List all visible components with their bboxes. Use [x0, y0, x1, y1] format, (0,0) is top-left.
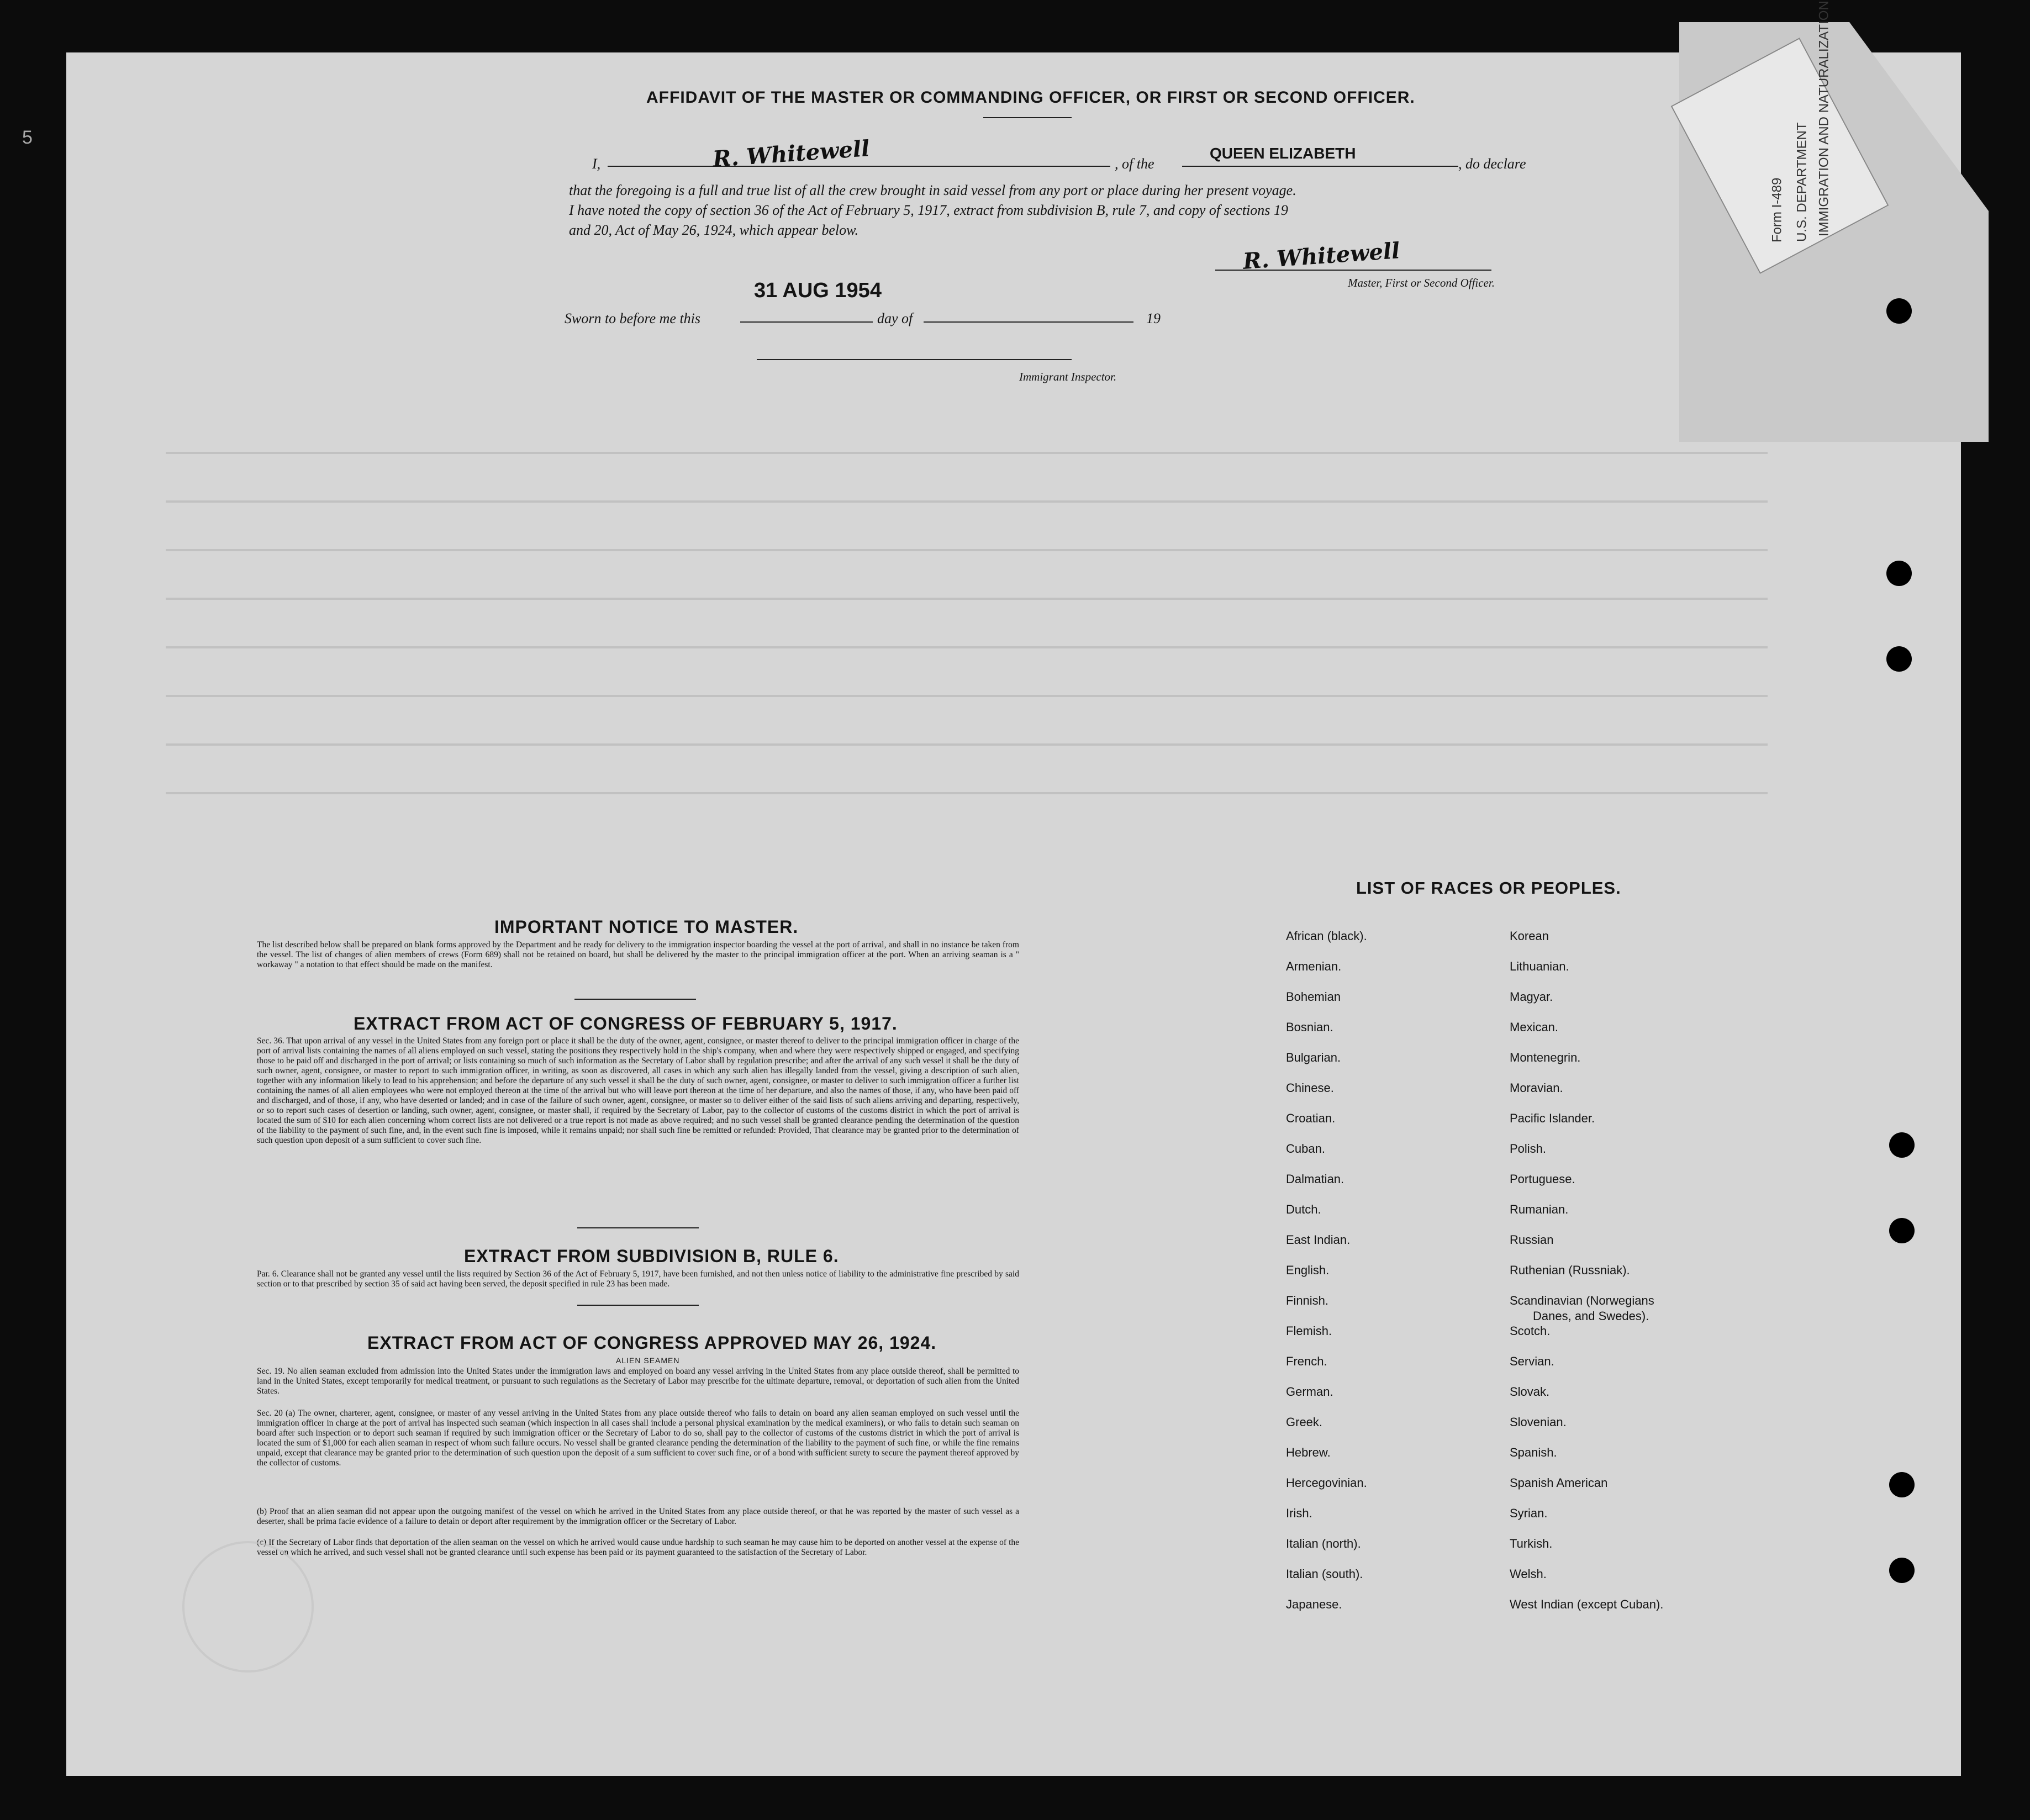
- race-item: French.: [1286, 1354, 1327, 1368]
- race-item: Croatian.: [1286, 1111, 1336, 1125]
- race-item: Portuguese.: [1510, 1172, 1575, 1186]
- race-item: Pacific Islander.: [1510, 1111, 1595, 1125]
- race-item: Korean: [1510, 929, 1549, 943]
- race-item: Ruthenian (Russniak).: [1510, 1263, 1630, 1277]
- race-item: African (black).: [1286, 929, 1367, 943]
- extract-1917-text: Sec. 36. That upon arrival of any vessel in the United States from any foreign port or place it shall be the duty of the owner, agent, consignee, or master thereof to deliver to the principal immigration officer in charge of the port of arrival lists containing the names of all aliens employed on such vessel, stating the positions they respectively hold in the ship's company, when and where they were respectively shipped or engaged, and specifying those to be paid off and discharged in the port of arrival; or lists containing so much of such information as the Secretary of Labor shall by regulation prescribe; and after the arrival of any such vessel it shall be the duty of such owner, agent, consignee, or master to report to such immigration officer, in writing, as soon as discovered, all cases in which any such alien has illegally landed from the vessel, giving a description of such alien, together with any information likely to lead to his apprehension; and before the departure of any such vessel it shall be the duty of such owner, agent, consignee, or master to deliver to such immigration officer a further list containing the names of all alien employees who were not employed thereon at the time of the arrival but who will leave port thereon at the time of her departure, and also the names of those, if any, who have been paid off and discharged, and of those, if any, who have deserted or landed; and in case of the failure of such owner, agent, consignee, or master so to deliver either of the said lists of such aliens arriving and departing, respectively, or so to report such cases of desertion or landing, such owner, agent, consignee, or master shall, if required by the Secretary of Labor, pay to the collector of customs of the customs district in which the port of arrival is located the sum of $10 for each alien concerning whom correct lists are not delivered or a true report is not made as above required; and no such vessel shall be granted clearance pending the determination of the question of the liability to the payment of such fine, and, in the event such fine is imposed, while it remains unpaid; nor shall such fine be remitted or refunded: Provided, That clearance may be granted prior to the determination of such question upon deposit of a sum sufficient to cover such fine.: [257, 1036, 1019, 1145]
- race-item: Italian (south).: [1286, 1567, 1363, 1581]
- divider: [574, 999, 696, 1000]
- race-item: East Indian.: [1286, 1233, 1351, 1247]
- affidavit-i-label: I,: [592, 156, 601, 172]
- race-item: Magyar.: [1510, 990, 1553, 1004]
- stamp-line1: Form I-489: [1769, 177, 1785, 243]
- race-item: Irish.: [1286, 1506, 1312, 1520]
- race-item: Spanish American: [1510, 1476, 1608, 1490]
- race-item: Servian.: [1510, 1354, 1554, 1368]
- race-item: Greek.: [1286, 1415, 1323, 1429]
- punch-hole: [1889, 1132, 1915, 1158]
- sworn-month-line: [924, 321, 1133, 323]
- punch-hole: [1886, 298, 1912, 324]
- race-item: Bosnian.: [1286, 1020, 1333, 1034]
- vessel-name: QUEEN ELIZABETH: [1210, 145, 1356, 162]
- race-item: Lithuanian.: [1510, 959, 1569, 973]
- race-item: Bohemian: [1286, 990, 1341, 1004]
- race-item: Scotch.: [1510, 1324, 1551, 1338]
- race-item: Japanese.: [1286, 1597, 1342, 1611]
- race-item: West Indian (except Cuban).: [1510, 1597, 1664, 1611]
- faint-seal: [182, 1541, 314, 1673]
- race-item: Chinese.: [1286, 1081, 1334, 1095]
- notice-text: The list described below shall be prepared on blank forms approved by the Department and be ready for delivery to the immigration inspector boarding the vessel at the port of arrival, and shall in no instance be taken from the vessel. The list of changes of alien members of crews (Form 689) shall not be retained on board, but shall be delivered by the master to the principal immigration officer at the port. When an arriving seaman is a " workaway " a notation to that effect should be made on the manifest.: [257, 940, 1019, 969]
- divider: [577, 1305, 699, 1306]
- sworn-day-line: [740, 321, 873, 323]
- statement-line2: I have noted the copy of section 36 of the Act of February 5, 1917, extract from subdivision B, rule 7, and copy of sections 19: [569, 202, 1288, 218]
- race-item: Rumanian.: [1510, 1202, 1569, 1216]
- do-declare-label: , do declare: [1458, 156, 1526, 172]
- race-item: Dutch.: [1286, 1202, 1321, 1216]
- race-item: Bulgarian.: [1286, 1051, 1341, 1064]
- race-item: Hebrew.: [1286, 1446, 1331, 1459]
- extract-rule6-title: EXTRACT FROM SUBDIVISION B, RULE 6.: [464, 1246, 839, 1266]
- margin-mark: 5: [22, 127, 33, 148]
- day-of-label: day of: [877, 310, 913, 326]
- of-the-label: , of the: [1115, 156, 1154, 172]
- race-item: Montenegrin.: [1510, 1051, 1581, 1064]
- extract-rule6-text: Par. 6. Clearance shall not be granted any vessel until the lists required by Section 36 of the Act of February 5, 1917, have been furnished, and not then unless notice of liability to the administrative fine prescribed by said section or to that prescribed by section 35 of said act having been served, the deposit specified in rule 23 has been made.: [257, 1269, 1019, 1289]
- notice-title: IMPORTANT NOTICE TO MASTER.: [494, 917, 799, 937]
- divider: [577, 1227, 699, 1228]
- affidavit-title: AFFIDAVIT OF THE MASTER OR COMMANDING OFFICER, OR FIRST OR SECOND OFFICER.: [646, 88, 1415, 107]
- divider: [983, 117, 1072, 118]
- year-prefix: 19: [1146, 310, 1161, 326]
- race-item: Slovenian.: [1510, 1415, 1567, 1429]
- race-item: Spanish.: [1510, 1446, 1557, 1459]
- punch-hole: [1889, 1472, 1915, 1497]
- stamp-line2: U.S. DEPARTMENT: [1794, 122, 1810, 242]
- race-item-continuation: Danes, and Swedes).: [1533, 1309, 1649, 1323]
- race-item: Polish.: [1510, 1142, 1547, 1156]
- race-item: Finnish.: [1286, 1294, 1329, 1307]
- race-item: Mexican.: [1510, 1020, 1559, 1034]
- race-item: Italian (north).: [1286, 1537, 1361, 1550]
- race-item: English.: [1286, 1263, 1330, 1277]
- extract-1924-sec20a: Sec. 20 (a) The owner, charterer, agent, consignee, or master of any vessel arriving in the United States from any place outside thereof who fails to detain on board any alien seaman employed on such vessel until the immigration officer in charge at the port of arrival has inspected such seaman (which inspection in all cases shall include a personal physical examination by the medical examiners), or who fails to detain such seaman on board after such inspection or to deport such seaman if required by such immigration officer or the Secretary of Labor to do so, shall pay to the collector of customs of the customs district in which the port of arrival is located the sum of $1,000 for each alien seaman in respect of whom such failure occurs. No vessel shall be granted clearance pending the determination of the liability to the payment of such fine, or while the fine remains unpaid, except that clearance may be granted prior to the determination of such question upon the deposit of a sum sufficient to cover such fine, or of a bond with sufficient surety to secure the payment thereof approved by the collector of customs.: [257, 1408, 1019, 1468]
- race-item: German.: [1286, 1385, 1333, 1399]
- race-item: Russian: [1510, 1233, 1554, 1247]
- statement-line3: and 20, Act of May 26, 1924, which appear below.: [569, 222, 859, 238]
- statement-line1: that the foregoing is a full and true list of all the crew brought in said vessel from any port or place during her present voyage.: [569, 182, 1296, 198]
- officer-signature-top: R. Whitewell: [711, 135, 871, 172]
- race-item: Armenian.: [1286, 959, 1342, 973]
- race-item: Turkish.: [1510, 1537, 1553, 1550]
- officer-signature-bottom: R. Whitewell: [1242, 238, 1401, 275]
- race-item: Moravian.: [1510, 1081, 1563, 1095]
- punch-hole: [1886, 561, 1912, 586]
- extract-1924-sec20b: (b) Proof that an alien seaman did not appear upon the outgoing manifest of the vessel on which he arrived in the United States from any place outside thereof, or that he was reported by the master of such vessel as a deserter, shall be prima facie evidence of a failure to detain or deport after requirement by the immigration officer or the Secretary of Labor.: [257, 1507, 1019, 1526]
- extract-1924-sec20c: (c) If the Secretary of Labor finds that deportation of the alien seaman on the vessel on which he arrived would cause undue hardship to such seaman he may cause him to be deported on another vessel at the expense of the vessel on which he arrived, and such vessel shall not be granted clearance until such expense has been paid or its payment guaranteed to the satisfaction of the Secretary of Labor.: [257, 1538, 1019, 1557]
- extract-1917-title: EXTRACT FROM ACT OF CONGRESS OF FEBRUARY 5, 1917.: [354, 1014, 898, 1033]
- punch-hole: [1886, 646, 1912, 672]
- signature-title: Master, First or Second Officer.: [1348, 276, 1495, 289]
- race-item: Welsh.: [1510, 1567, 1547, 1581]
- vessel-line: [1182, 166, 1458, 167]
- race-item: Flemish.: [1286, 1324, 1332, 1338]
- inspector-line: [757, 359, 1072, 360]
- date-stamp: 31 AUG 1954: [754, 279, 882, 302]
- punch-hole: [1889, 1558, 1915, 1583]
- race-item: Cuban.: [1286, 1142, 1325, 1156]
- races-title: LIST OF RACES OR PEOPLES.: [1356, 878, 1621, 898]
- race-item: Syrian.: [1510, 1506, 1548, 1520]
- race-item: Hercegovinian.: [1286, 1476, 1367, 1490]
- extract-1924-title: EXTRACT FROM ACT OF CONGRESS APPROVED MAY 26, 1924.: [367, 1333, 937, 1353]
- extract-1924-sec19: Sec. 19. No alien seaman excluded from admission into the United States under the immigration laws and employed on board any vessel arriving in the United States from any place outside thereof, shall be permitted to land in the United States, except temporarily for medical treatment, or pursuant to such regulations as the Secretary of Labor may prescribe for the ultimate departure, removal, or deportation of such alien from the United States.: [257, 1367, 1019, 1396]
- bleed-through-texture: [166, 420, 1768, 806]
- race-item: Dalmatian.: [1286, 1172, 1344, 1186]
- race-item: Slovak.: [1510, 1385, 1550, 1399]
- punch-hole: [1889, 1218, 1915, 1243]
- sworn-label: Sworn to before me this: [565, 310, 701, 326]
- inspector-label: Immigrant Inspector.: [1019, 370, 1117, 383]
- extract-1924-subtitle: ALIEN SEAMEN: [616, 1356, 680, 1365]
- name-line: [608, 166, 1110, 167]
- race-item: Scandinavian (Norwegians: [1510, 1294, 1654, 1307]
- stamp-line3: IMMIGRATION AND NATURALIZATION: [1816, 1, 1832, 236]
